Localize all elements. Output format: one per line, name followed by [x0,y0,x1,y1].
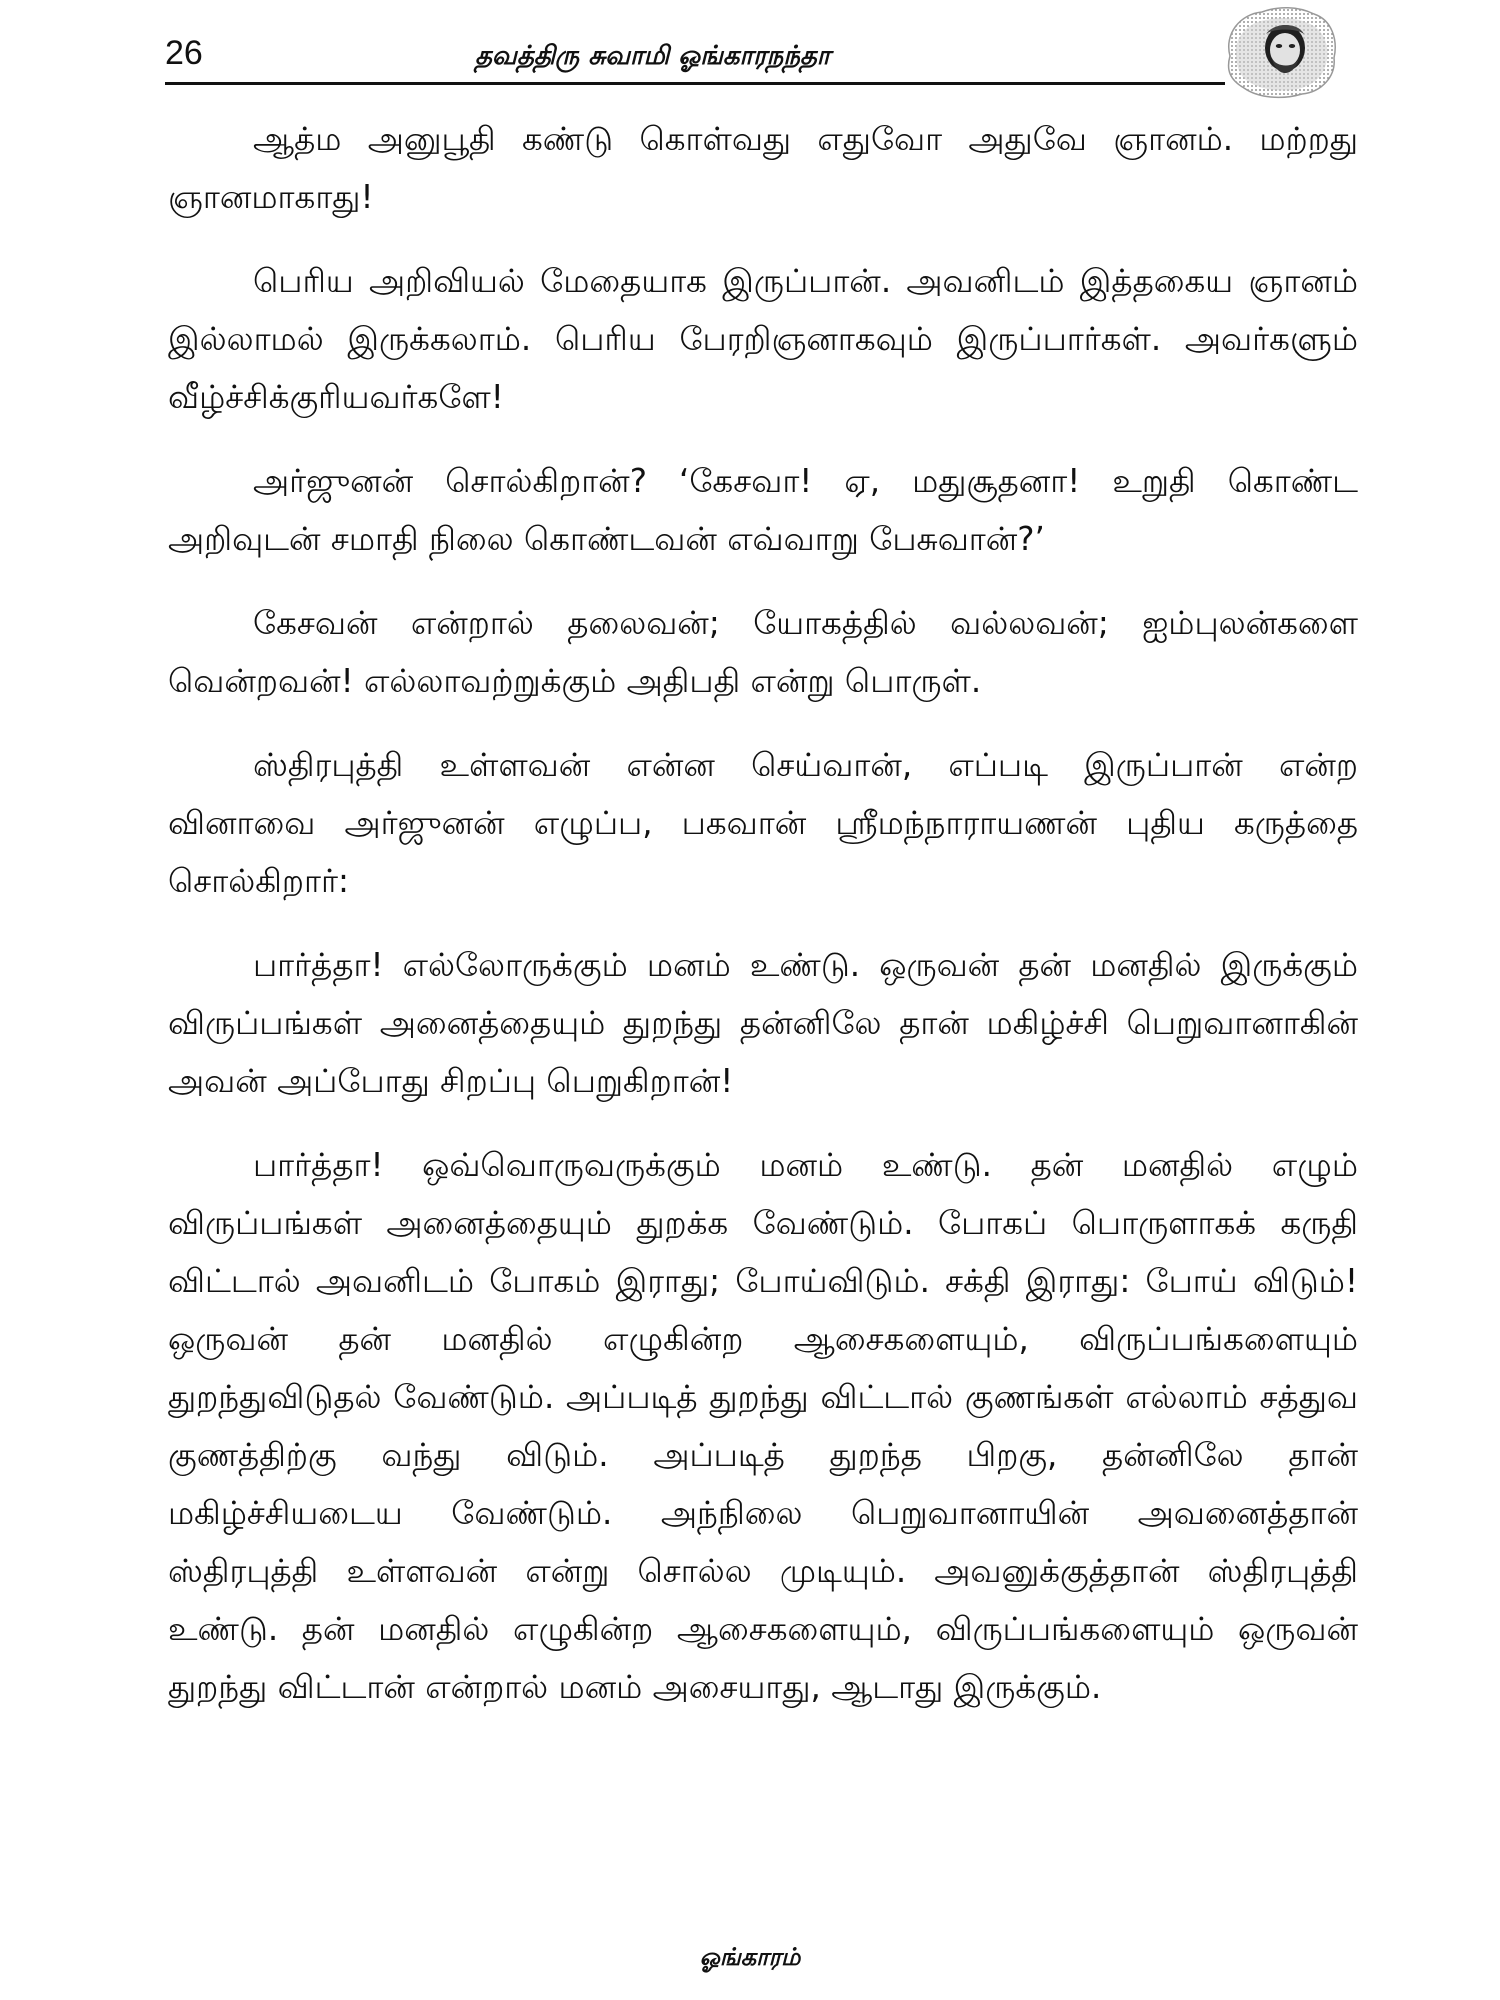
paragraph-4: கேசவன் என்றால் தலைவன்; யோகத்தில் வல்லவன்; ஐம்புலன்களை வென்றவன்! எல்லாவற்றுக்கும் அதிபதி என்று பொருள். [168,604,1358,700]
page-number: 26 [165,34,203,72]
paragraph-3: அர்ஜுனன் சொல்கிறான்? ‘கேசவா! ஏ, மதுசூதனா! உறுதி கொண்ட அறிவுடன் சமாதி நிலை கொண்டவன் எவ்வாறு பேசுவான்?’ [168,462,1358,558]
paragraph-7: பார்த்தா! ஒவ்வொருவருக்கும் மனம் உண்டு. தன் மனதில் எழும் விருப்பங்கள் அனைத்தையும் துறக்க வேண்டும். போகப் பொருளாகக் கருதி விட்டால் அவனிடம் போகம் இராது; போய்விடும். சக்தி இராது: போய் விடும்! ஒருவன் தன் மனதில் எழுகின்ற ஆசைகளையும், விருப்பங்களையும் துறந்துவிடுதல் வேண்டும். அப்படித் துறந்து விட்டால் குணங்கள் எல்லாம் சத்துவ குணத்திற்கு வந்து விடும். அப்படித் துறந்த பிறகு, தன்னிலே தான் மகிழ்ச்சியடைய வேண்டும். அந்நிலை பெறுவானாயின் அவனைத்தான் ஸ்திரபுத்தி உள்ளவன் என்று சொல்ல முடியும். அவனுக்குத்தான் ஸ்திரபுத்தி உண்டு. தன் மனதில் எழுகின்ற ஆசைகளையும், விருப்பங்களையும் ஒருவன் துறந்து விட்டான் என்றால் மனம் அசையாது, ஆடாது இருக்கும். [168,1146,1358,1706]
paragraph-2: பெரிய அறிவியல் மேதையாக இருப்பான். அவனிடம் இத்தகைய ஞானம் இல்லாமல் இருக்கலாம். பெரிய பேரறிஞனாகவும் இருப்பார்கள். அவர்களும் வீழ்ச்சிக்குரியவர்களே! [168,262,1358,416]
paragraph-1: ஆத்ம அனுபூதி கண்டு கொள்வது எதுவோ அதுவே ஞானம். மற்றது ஞானமாகாது! [168,120,1358,216]
running-title: தவத்திரு சுவாமி ஓங்காரநந்தா [475,41,831,71]
body-text [168,110,1358,1742]
paragraph-5: ஸ்திரபுத்தி உள்ளவன் என்ன செய்வான், எப்படி இருப்பான் என்ற வினாவை அர்ஜுனன் எழுப்ப, பகவான் ஸ்ரீமந்நாராயணன் புதிய கருத்தை சொல்கிறார்: [168,746,1358,900]
page-header [165,30,1225,85]
swami-portrait-icon [1222,4,1340,100]
paragraph-6: பார்த்தா! எல்லோருக்கும் மனம் உண்டு. ஒருவன் தன் மனதில் இருக்கும் விருப்பங்கள் அனைத்தையும் துறந்து தன்னிலே தான் மகிழ்ச்சி பெறுவானாகின் அவன் அப்போது சிறப்பு பெறுகிறான்! [168,946,1358,1100]
page-footer: ஓங்காரம் [699,1943,801,1971]
